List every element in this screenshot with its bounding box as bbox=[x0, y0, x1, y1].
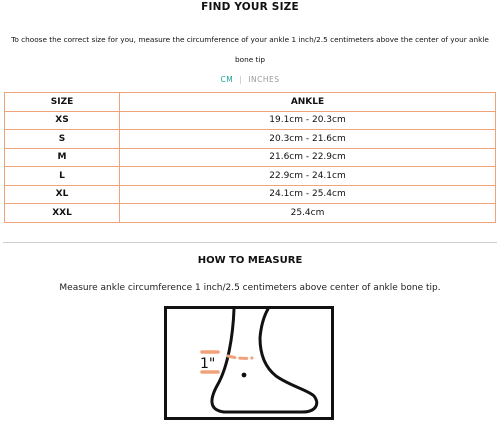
size-cell: XXL bbox=[5, 204, 120, 223]
size-cell: L bbox=[5, 167, 120, 186]
ankle-cell: 22.9cm - 24.1cm bbox=[120, 167, 496, 186]
ankle-cell: 19.1cm - 20.3cm bbox=[120, 111, 496, 130]
table-row bbox=[5, 204, 496, 223]
ankle-bone-dot bbox=[242, 373, 247, 378]
unit-cm-option[interactable]: CM bbox=[220, 75, 234, 84]
section-divider bbox=[3, 242, 497, 243]
size-instructions: To choose the correct size for you, measure the circumference of your ankle 1 inch/2.5 centimeters above the center of your ankle bone tip bbox=[11, 35, 489, 64]
table-row bbox=[5, 130, 496, 149]
table-row bbox=[5, 148, 496, 167]
table-row bbox=[5, 111, 496, 130]
size-cell: M bbox=[5, 148, 120, 167]
measure-instructions: Measure ankle circumference 1 inch/2.5 centimeters above center of ankle bone tip. bbox=[59, 283, 441, 293]
header-ankle: ANKLE bbox=[120, 93, 496, 112]
size-cell: XS bbox=[5, 111, 120, 130]
ankle-cell: 25.4cm bbox=[120, 204, 496, 223]
ankle-cell: 21.6cm - 22.9cm bbox=[120, 148, 496, 167]
size-cell: S bbox=[5, 130, 120, 149]
unit-inches-option[interactable]: INCHES bbox=[248, 75, 280, 84]
foot-illustration bbox=[164, 306, 334, 420]
one-inch-label: 1" bbox=[200, 356, 216, 372]
unit-separator: | bbox=[239, 75, 243, 84]
ankle-cell: 24.1cm - 25.4cm bbox=[120, 185, 496, 204]
ankle-cell: 20.3cm - 21.6cm bbox=[120, 130, 496, 149]
header-size: SIZE bbox=[5, 93, 120, 112]
size-chart-table bbox=[4, 92, 496, 223]
diagram-frame bbox=[166, 308, 333, 419]
how-to-measure-title: HOW TO MEASURE bbox=[197, 255, 303, 266]
ankle-measure-diagram bbox=[164, 306, 334, 424]
table-header-row bbox=[5, 93, 496, 112]
unit-toggle bbox=[0, 75, 500, 84]
size-cell: XL bbox=[5, 185, 120, 204]
find-your-size-title: FIND YOUR SIZE bbox=[201, 1, 299, 13]
table-row bbox=[5, 167, 496, 186]
table-row bbox=[5, 185, 496, 204]
